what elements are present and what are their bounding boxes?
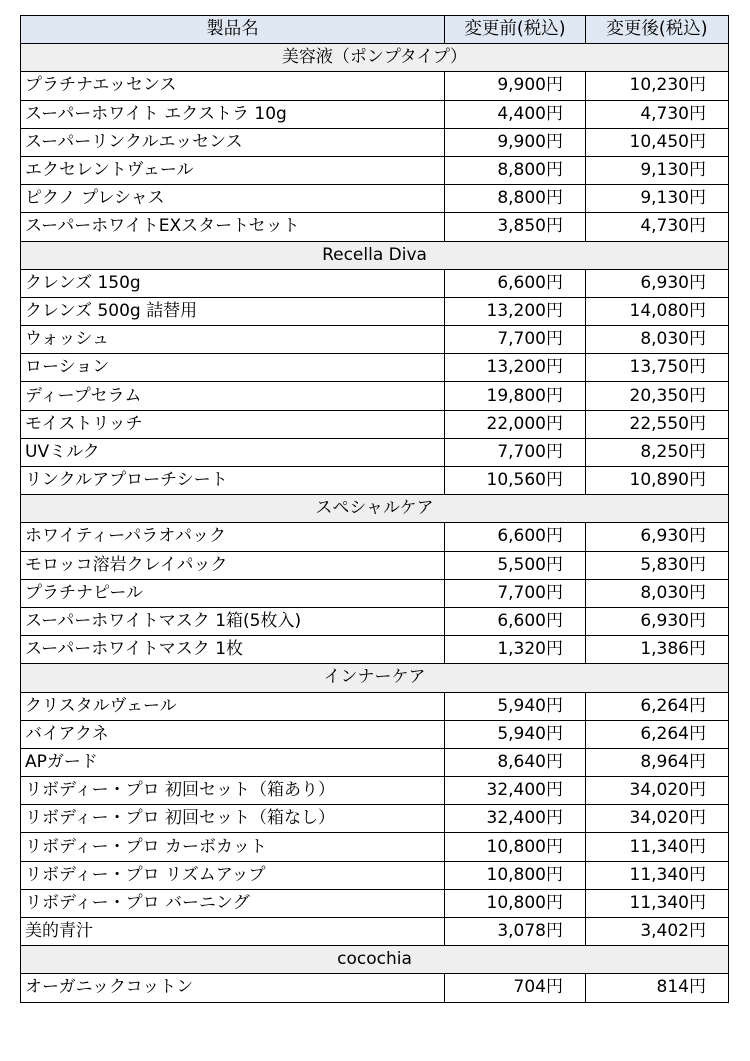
price-before-cell: 3,850円 <box>445 213 586 241</box>
price-after-cell: 6,264円 <box>586 720 729 748</box>
price-before-cell: 6,600円 <box>445 523 586 551</box>
table-row <box>21 354 729 382</box>
price-after-cell: 14,080円 <box>586 297 729 325</box>
price-after-cell: 8,030円 <box>586 326 729 354</box>
price-before-cell: 32,400円 <box>445 777 586 805</box>
table-row <box>21 551 729 579</box>
table-row <box>21 438 729 466</box>
product-name-cell: スーパーホワイト エクストラ 10g <box>21 100 445 128</box>
product-name-cell: モロッコ溶岩クレイパック <box>21 551 445 579</box>
product-name-cell: リボディー・プロ リズムアップ <box>21 861 445 889</box>
price-before-cell: 32,400円 <box>445 805 586 833</box>
table-row <box>21 636 729 664</box>
price-after-cell: 6,930円 <box>586 607 729 635</box>
price-after-cell: 11,340円 <box>586 833 729 861</box>
table-row <box>21 889 729 917</box>
price-before-cell: 1,320円 <box>445 636 586 664</box>
price-after-cell: 6,930円 <box>586 523 729 551</box>
price-before-cell: 6,600円 <box>445 269 586 297</box>
product-name-cell: 美的青汁 <box>21 918 445 946</box>
price-before-cell: 22,000円 <box>445 410 586 438</box>
product-name-cell: APガード <box>21 748 445 776</box>
table-row <box>21 185 729 213</box>
price-before-cell: 5,940円 <box>445 692 586 720</box>
table-row <box>21 326 729 354</box>
category-row <box>21 241 729 269</box>
product-name-cell: ウォッシュ <box>21 326 445 354</box>
price-before-cell: 4,400円 <box>445 100 586 128</box>
table-row <box>21 833 729 861</box>
header-product-name: 製品名 <box>21 16 445 44</box>
price-after-cell: 11,340円 <box>586 889 729 917</box>
table-row <box>21 467 729 495</box>
product-name-cell: バイアクネ <box>21 720 445 748</box>
category-label: Recella Diva <box>21 241 729 269</box>
product-name-cell: オーガニックコットン <box>21 974 445 1002</box>
table-row <box>21 213 729 241</box>
price-before-cell: 19,800円 <box>445 382 586 410</box>
table-row <box>21 607 729 635</box>
price-before-cell: 7,700円 <box>445 579 586 607</box>
category-row <box>21 495 729 523</box>
price-after-cell: 4,730円 <box>586 213 729 241</box>
product-name-cell: スーパーリンクルエッセンス <box>21 128 445 156</box>
price-after-cell: 1,386円 <box>586 636 729 664</box>
price-before-cell: 8,800円 <box>445 156 586 184</box>
price-before-cell: 9,900円 <box>445 72 586 100</box>
price-after-cell: 9,130円 <box>586 185 729 213</box>
product-name-cell: ホワイティーパラオパック <box>21 523 445 551</box>
price-before-cell: 13,200円 <box>445 354 586 382</box>
price-after-cell: 6,930円 <box>586 269 729 297</box>
product-name-cell: リボディー・プロ バーニング <box>21 889 445 917</box>
price-before-cell: 7,700円 <box>445 438 586 466</box>
price-before-cell: 13,200円 <box>445 297 586 325</box>
table-row <box>21 692 729 720</box>
table-row <box>21 297 729 325</box>
product-name-cell: ローション <box>21 354 445 382</box>
price-before-cell: 10,800円 <box>445 889 586 917</box>
product-name-cell: クレンズ 150g <box>21 269 445 297</box>
price-after-cell: 8,964円 <box>586 748 729 776</box>
price-after-cell: 3,402円 <box>586 918 729 946</box>
price-after-cell: 10,890円 <box>586 467 729 495</box>
price-after-cell: 13,750円 <box>586 354 729 382</box>
price-after-cell: 34,020円 <box>586 777 729 805</box>
table-row <box>21 382 729 410</box>
category-label: スペシャルケア <box>21 495 729 523</box>
table-header <box>21 16 729 44</box>
price-after-cell: 9,130円 <box>586 156 729 184</box>
table-row <box>21 72 729 100</box>
table-row <box>21 748 729 776</box>
table-row <box>21 156 729 184</box>
product-name-cell: クレンズ 500g 詰替用 <box>21 297 445 325</box>
table-row <box>21 269 729 297</box>
price-after-cell: 5,830円 <box>586 551 729 579</box>
table-row <box>21 918 729 946</box>
product-name-cell: スーパーホワイトマスク 1枚 <box>21 636 445 664</box>
price-before-cell: 6,600円 <box>445 607 586 635</box>
category-row <box>21 664 729 692</box>
table-row <box>21 720 729 748</box>
price-before-cell: 5,940円 <box>445 720 586 748</box>
price-after-cell: 6,264円 <box>586 692 729 720</box>
product-name-cell: スーパーホワイトEXスタートセット <box>21 213 445 241</box>
category-label: インナーケア <box>21 664 729 692</box>
price-after-cell: 10,230円 <box>586 72 729 100</box>
product-name-cell: ピクノ プレシャス <box>21 185 445 213</box>
product-name-cell: プラチナピール <box>21 579 445 607</box>
product-name-cell: ディープセラム <box>21 382 445 410</box>
table-row <box>21 128 729 156</box>
table-row <box>21 861 729 889</box>
price-after-cell: 8,250円 <box>586 438 729 466</box>
price-after-cell: 8,030円 <box>586 579 729 607</box>
category-label: cocochia <box>21 946 729 974</box>
price-after-cell: 814円 <box>586 974 729 1002</box>
price-after-cell: 10,450円 <box>586 128 729 156</box>
price-before-cell: 10,800円 <box>445 861 586 889</box>
product-name-cell: リンクルアプローチシート <box>21 467 445 495</box>
header-price-after: 変更後(税込) <box>586 16 729 44</box>
price-before-cell: 7,700円 <box>445 326 586 354</box>
product-name-cell: リボディー・プロ 初回セット（箱なし） <box>21 805 445 833</box>
product-name-cell: リボディー・プロ カーボカット <box>21 833 445 861</box>
table-row <box>21 805 729 833</box>
price-before-cell: 3,078円 <box>445 918 586 946</box>
header-price-before: 変更前(税込) <box>445 16 586 44</box>
price-before-cell: 8,640円 <box>445 748 586 776</box>
price-after-cell: 11,340円 <box>586 861 729 889</box>
price-after-cell: 34,020円 <box>586 805 729 833</box>
product-name-cell: モイストリッチ <box>21 410 445 438</box>
table-row <box>21 523 729 551</box>
price-before-cell: 9,900円 <box>445 128 586 156</box>
table-body <box>21 44 729 1002</box>
price-before-cell: 5,500円 <box>445 551 586 579</box>
price-before-cell: 10,560円 <box>445 467 586 495</box>
table-row <box>21 777 729 805</box>
product-name-cell: プラチナエッセンス <box>21 72 445 100</box>
category-row <box>21 946 729 974</box>
product-name-cell: リボディー・プロ 初回セット（箱あり） <box>21 777 445 805</box>
price-table <box>20 15 729 1003</box>
table-row <box>21 410 729 438</box>
category-row <box>21 44 729 72</box>
table-row <box>21 974 729 1002</box>
table-row <box>21 579 729 607</box>
product-name-cell: エクセレントヴェール <box>21 156 445 184</box>
product-name-cell: スーパーホワイトマスク 1箱(5枚入) <box>21 607 445 635</box>
product-name-cell: UVミルク <box>21 438 445 466</box>
header-row <box>21 16 729 44</box>
product-name-cell: クリスタルヴェール <box>21 692 445 720</box>
price-after-cell: 20,350円 <box>586 382 729 410</box>
price-after-cell: 4,730円 <box>586 100 729 128</box>
price-before-cell: 10,800円 <box>445 833 586 861</box>
table-row <box>21 100 729 128</box>
category-label: 美容液（ポンプタイプ） <box>21 44 729 72</box>
price-before-cell: 8,800円 <box>445 185 586 213</box>
price-before-cell: 704円 <box>445 974 586 1002</box>
price-after-cell: 22,550円 <box>586 410 729 438</box>
